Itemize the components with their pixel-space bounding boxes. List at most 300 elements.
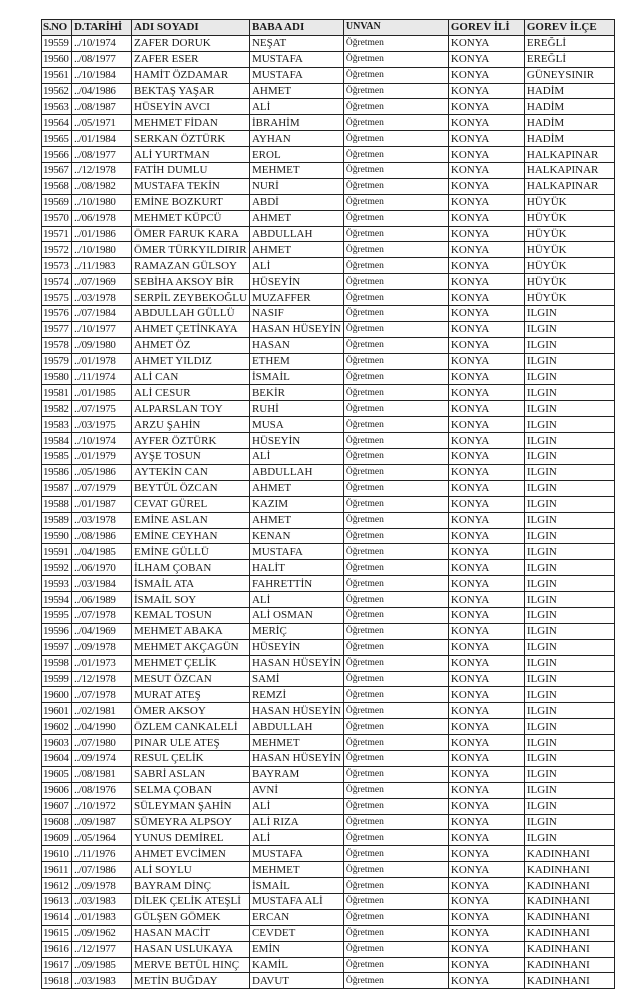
cell-full-name: ZAFER DORUK [132,35,250,51]
table-row [42,639,615,655]
cell-birth-date: ../10/1974 [72,433,132,449]
cell-father-name: MUZAFFER [249,290,343,306]
cell-birth-date: ../01/1986 [72,226,132,242]
cell-title: Öğretmen [343,99,448,115]
table-row [42,607,615,623]
cell-full-name: ÖMER FARUK KARA [132,226,250,242]
cell-father-name: MUSTAFA ALİ [249,893,343,909]
table-row [42,862,615,878]
cell-father-name: MERİÇ [249,623,343,639]
cell-full-name: SÜLEYMAN ŞAHİN [132,798,250,814]
cell-birth-date: ../04/1969 [72,623,132,639]
table-row [42,480,615,496]
cell-province: KONYA [448,131,524,147]
cell-district: ILGIN [524,814,614,830]
cell-full-name: DİLEK ÇELİK ATEŞLİ [132,893,250,909]
table-row [42,576,615,592]
cell-sno: 19588 [42,496,72,512]
cell-sno: 19569 [42,194,72,210]
cell-father-name: KAZIM [249,496,343,512]
cell-district: ILGIN [524,417,614,433]
header-title: UNVAN [343,20,448,36]
cell-title: Öğretmen [343,830,448,846]
cell-district: ILGIN [524,576,614,592]
cell-birth-date: ../07/1980 [72,735,132,751]
cell-birth-date: ../12/1978 [72,163,132,179]
cell-sno: 19608 [42,814,72,830]
cell-province: KONYA [448,369,524,385]
cell-title: Öğretmen [343,735,448,751]
cell-birth-date: ../11/1983 [72,258,132,274]
cell-birth-date: ../11/1974 [72,369,132,385]
cell-sno: 19566 [42,147,72,163]
cell-province: KONYA [448,210,524,226]
cell-sno: 19587 [42,480,72,496]
cell-birth-date: ../03/1975 [72,417,132,433]
table-row [42,194,615,210]
cell-sno: 19568 [42,178,72,194]
cell-title: Öğretmen [343,512,448,528]
table-row [42,512,615,528]
table-row [42,846,615,862]
cell-birth-date: ../09/1980 [72,337,132,353]
cell-sno: 19559 [42,35,72,51]
table-row [42,306,615,322]
cell-sno: 19602 [42,719,72,735]
cell-father-name: EROL [249,147,343,163]
table-row [42,655,615,671]
cell-title: Öğretmen [343,862,448,878]
cell-province: KONYA [448,99,524,115]
cell-birth-date: ../09/1978 [72,639,132,655]
cell-birth-date: ../01/1983 [72,909,132,925]
cell-title: Öğretmen [343,766,448,782]
cell-sno: 19604 [42,750,72,766]
cell-father-name: EMİN [249,941,343,957]
cell-birth-date: ../07/1978 [72,607,132,623]
cell-full-name: MEHMET ABAKA [132,623,250,639]
cell-title: Öğretmen [343,321,448,337]
cell-province: KONYA [448,814,524,830]
cell-father-name: DAVUT [249,973,343,989]
cell-province: KONYA [448,592,524,608]
cell-title: Öğretmen [343,178,448,194]
cell-birth-date: ../09/1978 [72,878,132,894]
cell-birth-date: ../01/1979 [72,449,132,465]
cell-sno: 19586 [42,464,72,480]
cell-father-name: ALİ OSMAN [249,607,343,623]
cell-birth-date: ../09/1985 [72,957,132,973]
cell-full-name: ARZU ŞAHİN [132,417,250,433]
table-row [42,35,615,51]
cell-district: ILGIN [524,782,614,798]
header-province: GOREV İLİ [448,20,524,36]
table-row [42,766,615,782]
table-row [42,242,615,258]
cell-full-name: EMİNE ASLAN [132,512,250,528]
cell-full-name: AHMET YILDIZ [132,353,250,369]
cell-title: Öğretmen [343,607,448,623]
table-row [42,719,615,735]
cell-sno: 19596 [42,623,72,639]
cell-full-name: FATİH DUMLU [132,163,250,179]
cell-province: KONYA [448,242,524,258]
table-row [42,258,615,274]
table-row [42,925,615,941]
table-row [42,798,615,814]
cell-province: KONYA [448,67,524,83]
cell-father-name: AVNİ [249,782,343,798]
cell-title: Öğretmen [343,957,448,973]
cell-sno: 19591 [42,544,72,560]
cell-district: HALKAPINAR [524,178,614,194]
cell-district: KADINHANI [524,846,614,862]
cell-birth-date: ../07/1978 [72,687,132,703]
cell-title: Öğretmen [343,893,448,909]
cell-province: KONYA [448,719,524,735]
cell-full-name: ALİ CESUR [132,385,250,401]
cell-father-name: ALİ [249,449,343,465]
table-header-row [42,20,615,36]
cell-district: HADİM [524,131,614,147]
table-row [42,671,615,687]
cell-province: KONYA [448,941,524,957]
cell-birth-date: ../03/1983 [72,973,132,989]
cell-father-name: AHMET [249,480,343,496]
cell-district: ILGIN [524,306,614,322]
cell-father-name: ABDULLAH [249,226,343,242]
cell-province: KONYA [448,337,524,353]
cell-district: HALKAPINAR [524,147,614,163]
cell-father-name: SAMİ [249,671,343,687]
cell-district: ILGIN [524,687,614,703]
cell-province: KONYA [448,385,524,401]
cell-province: KONYA [448,893,524,909]
cell-full-name: BEYTÜL ÖZCAN [132,480,250,496]
cell-birth-date: ../05/1971 [72,115,132,131]
cell-father-name: İSMAİL [249,878,343,894]
table-row [42,735,615,751]
cell-father-name: REMZİ [249,687,343,703]
table-row [42,909,615,925]
cell-province: KONYA [448,735,524,751]
table-row [42,464,615,480]
cell-father-name: ABDULLAH [249,719,343,735]
cell-full-name: GÜLŞEN GÖMEK [132,909,250,925]
cell-full-name: MERVE BETÜL HINÇ [132,957,250,973]
cell-title: Öğretmen [343,401,448,417]
cell-full-name: MESUT ÖZCAN [132,671,250,687]
cell-district: ILGIN [524,560,614,576]
cell-title: Öğretmen [343,703,448,719]
cell-sno: 19584 [42,433,72,449]
cell-district: ILGIN [524,655,614,671]
cell-full-name: ALPARSLAN TOY [132,401,250,417]
cell-full-name: SERPİL ZEYBEKOĞLU [132,290,250,306]
cell-title: Öğretmen [343,163,448,179]
cell-full-name: ABDULLAH GÜLLÜ [132,306,250,322]
cell-sno: 19561 [42,67,72,83]
cell-father-name: NURİ [249,178,343,194]
cell-sno: 19564 [42,115,72,131]
cell-sno: 19615 [42,925,72,941]
cell-province: KONYA [448,687,524,703]
cell-birth-date: ../01/1987 [72,496,132,512]
cell-district: ILGIN [524,766,614,782]
table-row [42,941,615,957]
table-row [42,560,615,576]
cell-father-name: MEHMET [249,862,343,878]
cell-sno: 19595 [42,607,72,623]
cell-full-name: ALİ YURTMAN [132,147,250,163]
cell-district: ILGIN [524,337,614,353]
cell-title: Öğretmen [343,671,448,687]
cell-sno: 19583 [42,417,72,433]
cell-father-name: ETHEM [249,353,343,369]
cell-title: Öğretmen [343,337,448,353]
cell-title: Öğretmen [343,67,448,83]
table-row [42,147,615,163]
cell-title: Öğretmen [343,973,448,989]
cell-father-name: MEHMET [249,163,343,179]
cell-district: HALKAPINAR [524,163,614,179]
table-row [42,337,615,353]
cell-province: KONYA [448,528,524,544]
cell-sno: 19563 [42,99,72,115]
cell-title: Öğretmen [343,242,448,258]
cell-birth-date: ../07/1984 [72,306,132,322]
cell-province: KONYA [448,258,524,274]
cell-title: Öğretmen [343,417,448,433]
cell-full-name: MEHMET ÇELİK [132,655,250,671]
cell-father-name: HASAN [249,337,343,353]
cell-title: Öğretmen [343,274,448,290]
table-row [42,703,615,719]
header-birth-date: D.TARİHİ [72,20,132,36]
cell-province: KONYA [448,671,524,687]
table-row [42,321,615,337]
cell-birth-date: ../07/1979 [72,480,132,496]
cell-sno: 19590 [42,528,72,544]
cell-district: HÜYÜK [524,242,614,258]
table-row [42,496,615,512]
cell-full-name: AHMET ÇETİNKAYA [132,321,250,337]
cell-district: ILGIN [524,719,614,735]
cell-full-name: AYTEKİN CAN [132,464,250,480]
cell-sno: 19594 [42,592,72,608]
cell-full-name: EMİNE CEYHAN [132,528,250,544]
cell-birth-date: ../08/1981 [72,766,132,782]
cell-father-name: ERCAN [249,909,343,925]
cell-district: ILGIN [524,369,614,385]
cell-district: ILGIN [524,592,614,608]
cell-father-name: KENAN [249,528,343,544]
cell-sno: 19565 [42,131,72,147]
table-row [42,369,615,385]
cell-province: KONYA [448,290,524,306]
cell-birth-date: ../07/1986 [72,862,132,878]
cell-father-name: HASAN HÜSEYİN [249,655,343,671]
cell-district: ILGIN [524,528,614,544]
cell-province: KONYA [448,766,524,782]
cell-province: KONYA [448,878,524,894]
cell-district: KADINHANI [524,862,614,878]
cell-province: KONYA [448,862,524,878]
table-row [42,401,615,417]
table-row [42,67,615,83]
table-row [42,83,615,99]
cell-province: KONYA [448,480,524,496]
cell-sno: 19598 [42,655,72,671]
cell-full-name: MEHMET FİDAN [132,115,250,131]
cell-district: ILGIN [524,433,614,449]
cell-district: KADINHANI [524,957,614,973]
cell-province: KONYA [448,147,524,163]
table-row [42,814,615,830]
cell-district: GÜNEYSINIR [524,67,614,83]
cell-title: Öğretmen [343,528,448,544]
cell-full-name: SÜMEYRA ALPSOY [132,814,250,830]
cell-province: KONYA [448,607,524,623]
cell-title: Öğretmen [343,433,448,449]
cell-title: Öğretmen [343,226,448,242]
cell-birth-date: ../04/1985 [72,544,132,560]
cell-birth-date: ../01/1978 [72,353,132,369]
cell-birth-date: ../08/1982 [72,178,132,194]
cell-province: KONYA [448,194,524,210]
cell-full-name: AHMET ÖZ [132,337,250,353]
cell-title: Öğretmen [343,480,448,496]
cell-province: KONYA [448,655,524,671]
cell-full-name: SABRİ ASLAN [132,766,250,782]
cell-father-name: MUSTAFA [249,846,343,862]
table-row [42,957,615,973]
cell-birth-date: ../08/1977 [72,51,132,67]
cell-birth-date: ../08/1976 [72,782,132,798]
cell-sno: 19572 [42,242,72,258]
cell-birth-date: ../06/1970 [72,560,132,576]
table-row [42,115,615,131]
cell-birth-date: ../07/1975 [72,401,132,417]
cell-full-name: İLHAM ÇOBAN [132,560,250,576]
cell-full-name: RESUL ÇELİK [132,750,250,766]
cell-full-name: ÖMER TÜRKYILDIRIR [132,242,250,258]
cell-title: Öğretmen [343,576,448,592]
cell-sno: 19600 [42,687,72,703]
cell-province: KONYA [448,623,524,639]
cell-father-name: ALİ [249,798,343,814]
cell-title: Öğretmen [343,210,448,226]
table-row [42,99,615,115]
table-row [42,893,615,909]
cell-district: KADINHANI [524,925,614,941]
cell-province: KONYA [448,321,524,337]
cell-full-name: HÜSEYİN AVCI [132,99,250,115]
cell-birth-date: ../11/1976 [72,846,132,862]
cell-province: KONYA [448,417,524,433]
table-body [42,35,615,988]
cell-title: Öğretmen [343,639,448,655]
cell-birth-date: ../12/1978 [72,671,132,687]
cell-father-name: AHMET [249,210,343,226]
table-row [42,226,615,242]
cell-district: ILGIN [524,353,614,369]
cell-father-name: ABDİ [249,194,343,210]
cell-father-name: ALİ [249,99,343,115]
cell-sno: 19580 [42,369,72,385]
cell-province: KONYA [448,830,524,846]
table-row [42,449,615,465]
cell-full-name: MEHMET AKÇAGÜN [132,639,250,655]
cell-birth-date: ../09/1987 [72,814,132,830]
cell-province: KONYA [448,401,524,417]
cell-title: Öğretmen [343,353,448,369]
cell-birth-date: ../01/1973 [72,655,132,671]
cell-birth-date: ../10/1980 [72,242,132,258]
cell-district: ILGIN [524,830,614,846]
cell-title: Öğretmen [343,51,448,67]
cell-title: Öğretmen [343,369,448,385]
cell-district: ILGIN [524,480,614,496]
cell-province: KONYA [448,464,524,480]
cell-full-name: SERKAN ÖZTÜRK [132,131,250,147]
cell-father-name: BEKİR [249,385,343,401]
cell-district: HÜYÜK [524,210,614,226]
cell-full-name: ALİ SOYLU [132,862,250,878]
cell-province: KONYA [448,639,524,655]
cell-sno: 19582 [42,401,72,417]
cell-full-name: METİN BUĞDAY [132,973,250,989]
table-row [42,544,615,560]
cell-district: ILGIN [524,607,614,623]
cell-province: KONYA [448,178,524,194]
cell-district: ILGIN [524,321,614,337]
cell-title: Öğretmen [343,941,448,957]
cell-province: KONYA [448,846,524,862]
document-page [41,19,615,989]
cell-district: HÜYÜK [524,290,614,306]
cell-full-name: İSMAİL ATA [132,576,250,592]
cell-district: HADİM [524,115,614,131]
cell-sno: 19610 [42,846,72,862]
table-row [42,830,615,846]
cell-birth-date: ../10/1972 [72,798,132,814]
cell-full-name: HAMİT ÖZDAMAR [132,67,250,83]
cell-full-name: SELMA ÇOBAN [132,782,250,798]
cell-district: EREĞLİ [524,51,614,67]
cell-province: KONYA [448,750,524,766]
cell-sno: 19571 [42,226,72,242]
cell-sno: 19611 [42,862,72,878]
cell-title: Öğretmen [343,750,448,766]
table-row [42,782,615,798]
cell-province: KONYA [448,576,524,592]
cell-title: Öğretmen [343,306,448,322]
cell-district: HADİM [524,83,614,99]
cell-birth-date: ../04/1990 [72,719,132,735]
cell-full-name: RAMAZAN GÜLSOY [132,258,250,274]
cell-province: KONYA [448,957,524,973]
cell-province: KONYA [448,163,524,179]
cell-full-name: MEHMET KÜPCÜ [132,210,250,226]
cell-sno: 19581 [42,385,72,401]
header-father-name: BABA ADI [249,20,343,36]
cell-sno: 19601 [42,703,72,719]
cell-district: KADINHANI [524,893,614,909]
cell-title: Öğretmen [343,878,448,894]
cell-birth-date: ../10/1977 [72,321,132,337]
cell-father-name: AYHAN [249,131,343,147]
